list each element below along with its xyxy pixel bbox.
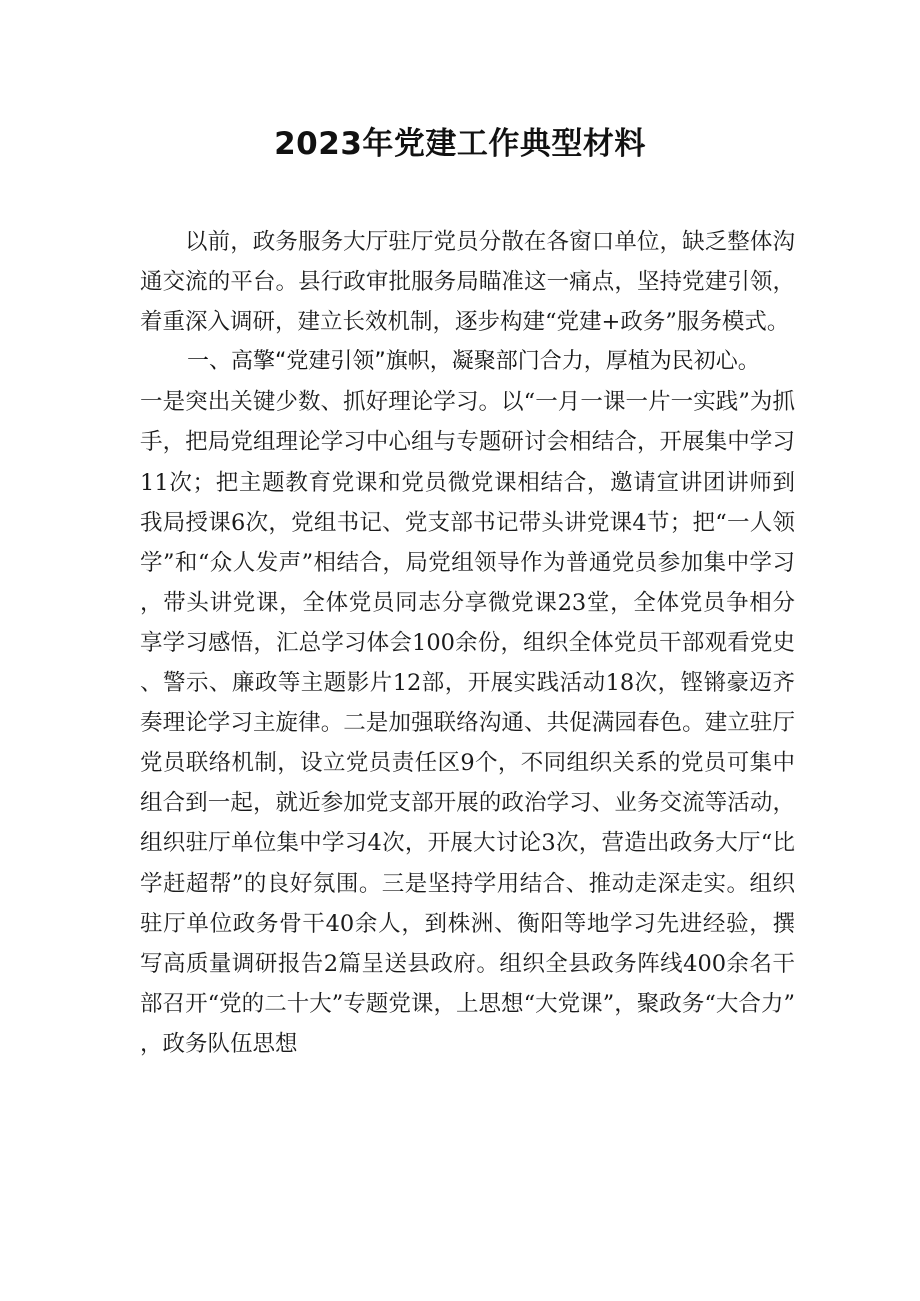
- document-body: [140, 222, 795, 1064]
- document-title: 2023年党建工作典型材料: [274, 126, 646, 162]
- section-heading-1: 一、高擎“党建引领”旗帜，凝聚部门合力，厚植为民初心。: [187, 349, 760, 375]
- intro-paragraph: 以前，政务服务大厅驻厅党员分散在各窗口单位，缺乏整体沟通交流的平台。县行政审批服务局瞄准这一痛点，坚持党建引领，着重深入调研，建立长效机制，逐步构建“党建+政务”服务模式。: [140, 229, 795, 336]
- section-1-paragraph: 一是突出关键少数、抓好理论学习。以“一月一课一片一实践”为抓手，把局党组理论学习中心组与专题研讨会相结合，开展集中学习11次；把主题教育党课和党员微党课相结合，邀请宣讲团讲师到我局授课6次，党组书记、党支部书记带头讲党课4节；把“一人领学”和“众人发声”相结合，局党组领导作为普通党员参加集中学习，带头讲党课，全体党员同志分享微党课23堂，全体党员争相分享学习感悟，汇总学习体会100余份，组织全体党员干部观看党史、警示、廉政等主题影片12部，开展实践活动18次，铿锵豪迈齐奏理论学习主旋律。二是加强联络沟通、共促满园春色。建立驻厅党员联络机制，设立党员责任区9个，不同组织关系的党员可集中组合到一起，就近参加党支部开展的政治学习、业务交流等活动，组织驻厅单位集中学习4次，开展大讨论3次，营造出政务大厅“比学赶超帮”的良好氛围。三是坚持学用结合、推动走深走实。组织驻厅单位政务骨干40余人，到株洲、衡阳等地学习先进经验，撰写高质量调研报告2篇呈送县政府。组织全县政务阵线400余名干部召开“党的二十大”专题党课，上思想“大党课”，聚政务“大合力”，政务队伍思想: [140, 389, 795, 1057]
